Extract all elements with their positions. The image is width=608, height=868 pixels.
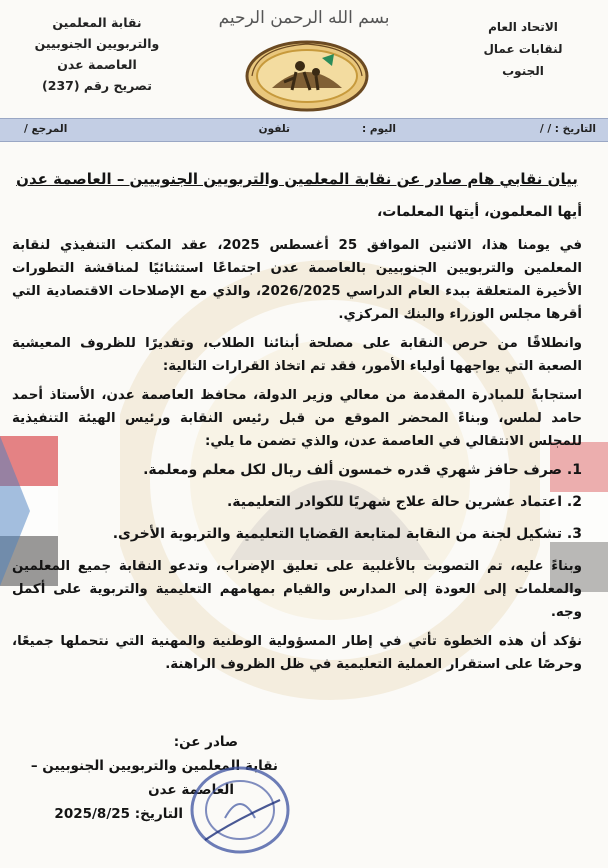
header-right-line: لنقابات عمال [483, 42, 563, 56]
header-syndicate-name [22, 12, 172, 96]
statement-body [12, 168, 582, 682]
basmala: بسم الله الرحمن الرحيم [218, 8, 390, 28]
header-left-line: العاصمة عدن [57, 57, 137, 72]
header-right-line: الجنوب [502, 64, 544, 78]
issued-from-label: صادر عن: [173, 734, 238, 750]
stamp-seal-icon [185, 760, 295, 860]
date-field-label: التاريخ : / / [539, 123, 596, 135]
list-item: 2. اعتماد عشرين حالة علاج شهريًا للكوادر التعليمية. [226, 494, 582, 510]
statement-title: بيان نقابي هام صادر عن نقابة المعلمين والتربويين الجنوبيين – العاصمة عدن [16, 170, 578, 188]
document-info-bar [0, 118, 608, 142]
list-item: 1. صرف حافز شهري قدره خمسون ألف ريال لكل معلم ومعلمة. [143, 462, 582, 478]
syndicate-emblem [232, 36, 382, 114]
greeting: أيها المعلمون، أيتها المعلمات، [376, 204, 582, 220]
permit-number: تصريح رقم (237) [42, 78, 152, 93]
official-stamp [185, 760, 295, 860]
header-left-line: والتربويين الجنوبيين [34, 36, 160, 51]
issuer-org-line: نقابة المعلمين والتربويين الجنوبيين – [30, 758, 278, 774]
paragraph-initiative: استجابةً للمبادرة المقدمة من معالي وزير الدولة، محافظ العاصمة عدن، الأستاذ أحمد حامد لملس، وبناءً المحضر الموقع من قبل رئيس النقابة ورئيس الهيئة التنفيذية للمجلس الانتقالي في العاصمة عدن، والذي تضمن ما يلي: [12, 388, 582, 449]
header-left-line: نقابة المعلمين [52, 15, 142, 30]
reference-field-label: المرجع / [24, 123, 68, 135]
emblem-logo-icon [232, 36, 382, 114]
issuer-org-line: العاصمة عدن [148, 782, 234, 798]
day-field-label: اليوم : [362, 123, 396, 135]
paragraph-strike-suspension: وبناءً عليه، تم التصويت بالأغلبية على تعليق الإضراب، وتدعو النقابة جميع المعلمين والمعلمات إلى العودة إلى المدارس والقيام بمهامهم التعليمية والتربوية على أكمل وجه. [12, 559, 582, 620]
paragraph-decisions-intro: وانطلاقًا من حرص النقابة على مصلحة أبنائنا الطلاب، وتقديرًا للظروف المعيشية الصعبة التي يواجهها أولياء الأمور، فقد تم اتخاذ القرارات التالية: [12, 336, 582, 374]
paragraph-meeting: في يومنا هذا، الاثنين الموافق 25 أغسطس 2025، عقد المكتب التنفيذي لنقابة المعلمين والتربويين الجنوبيين بالعاصمة عدن اجتماعًا استثنائيًا لمناقشة التطورات الأخيرة المتعلقة ببدء العام الدراسي 2026/2025، والذي مع الإصلاحات الاقتصادية التي أقرها مجلس الوزراء والبنك المركزي. [12, 238, 582, 322]
list-item: 3. تشكيل لجنة من النقابة لمتابعة القضايا التعليمية والتربوية الأخرى. [112, 526, 582, 542]
signature-date: التاريخ: 2025/8/25 [54, 806, 183, 822]
phone-field-label: تلفون [258, 123, 290, 135]
paragraph-closing: نؤكد أن هذه الخطوة تأتي في إطار المسؤولية الوطنية والمهنية التي نتحملها جميعًا، وحرصًا على استقرار العملية التعليمية في ظل الظروف الراهنة. [12, 634, 582, 672]
header-right-line: الاتحاد العام [488, 20, 558, 34]
